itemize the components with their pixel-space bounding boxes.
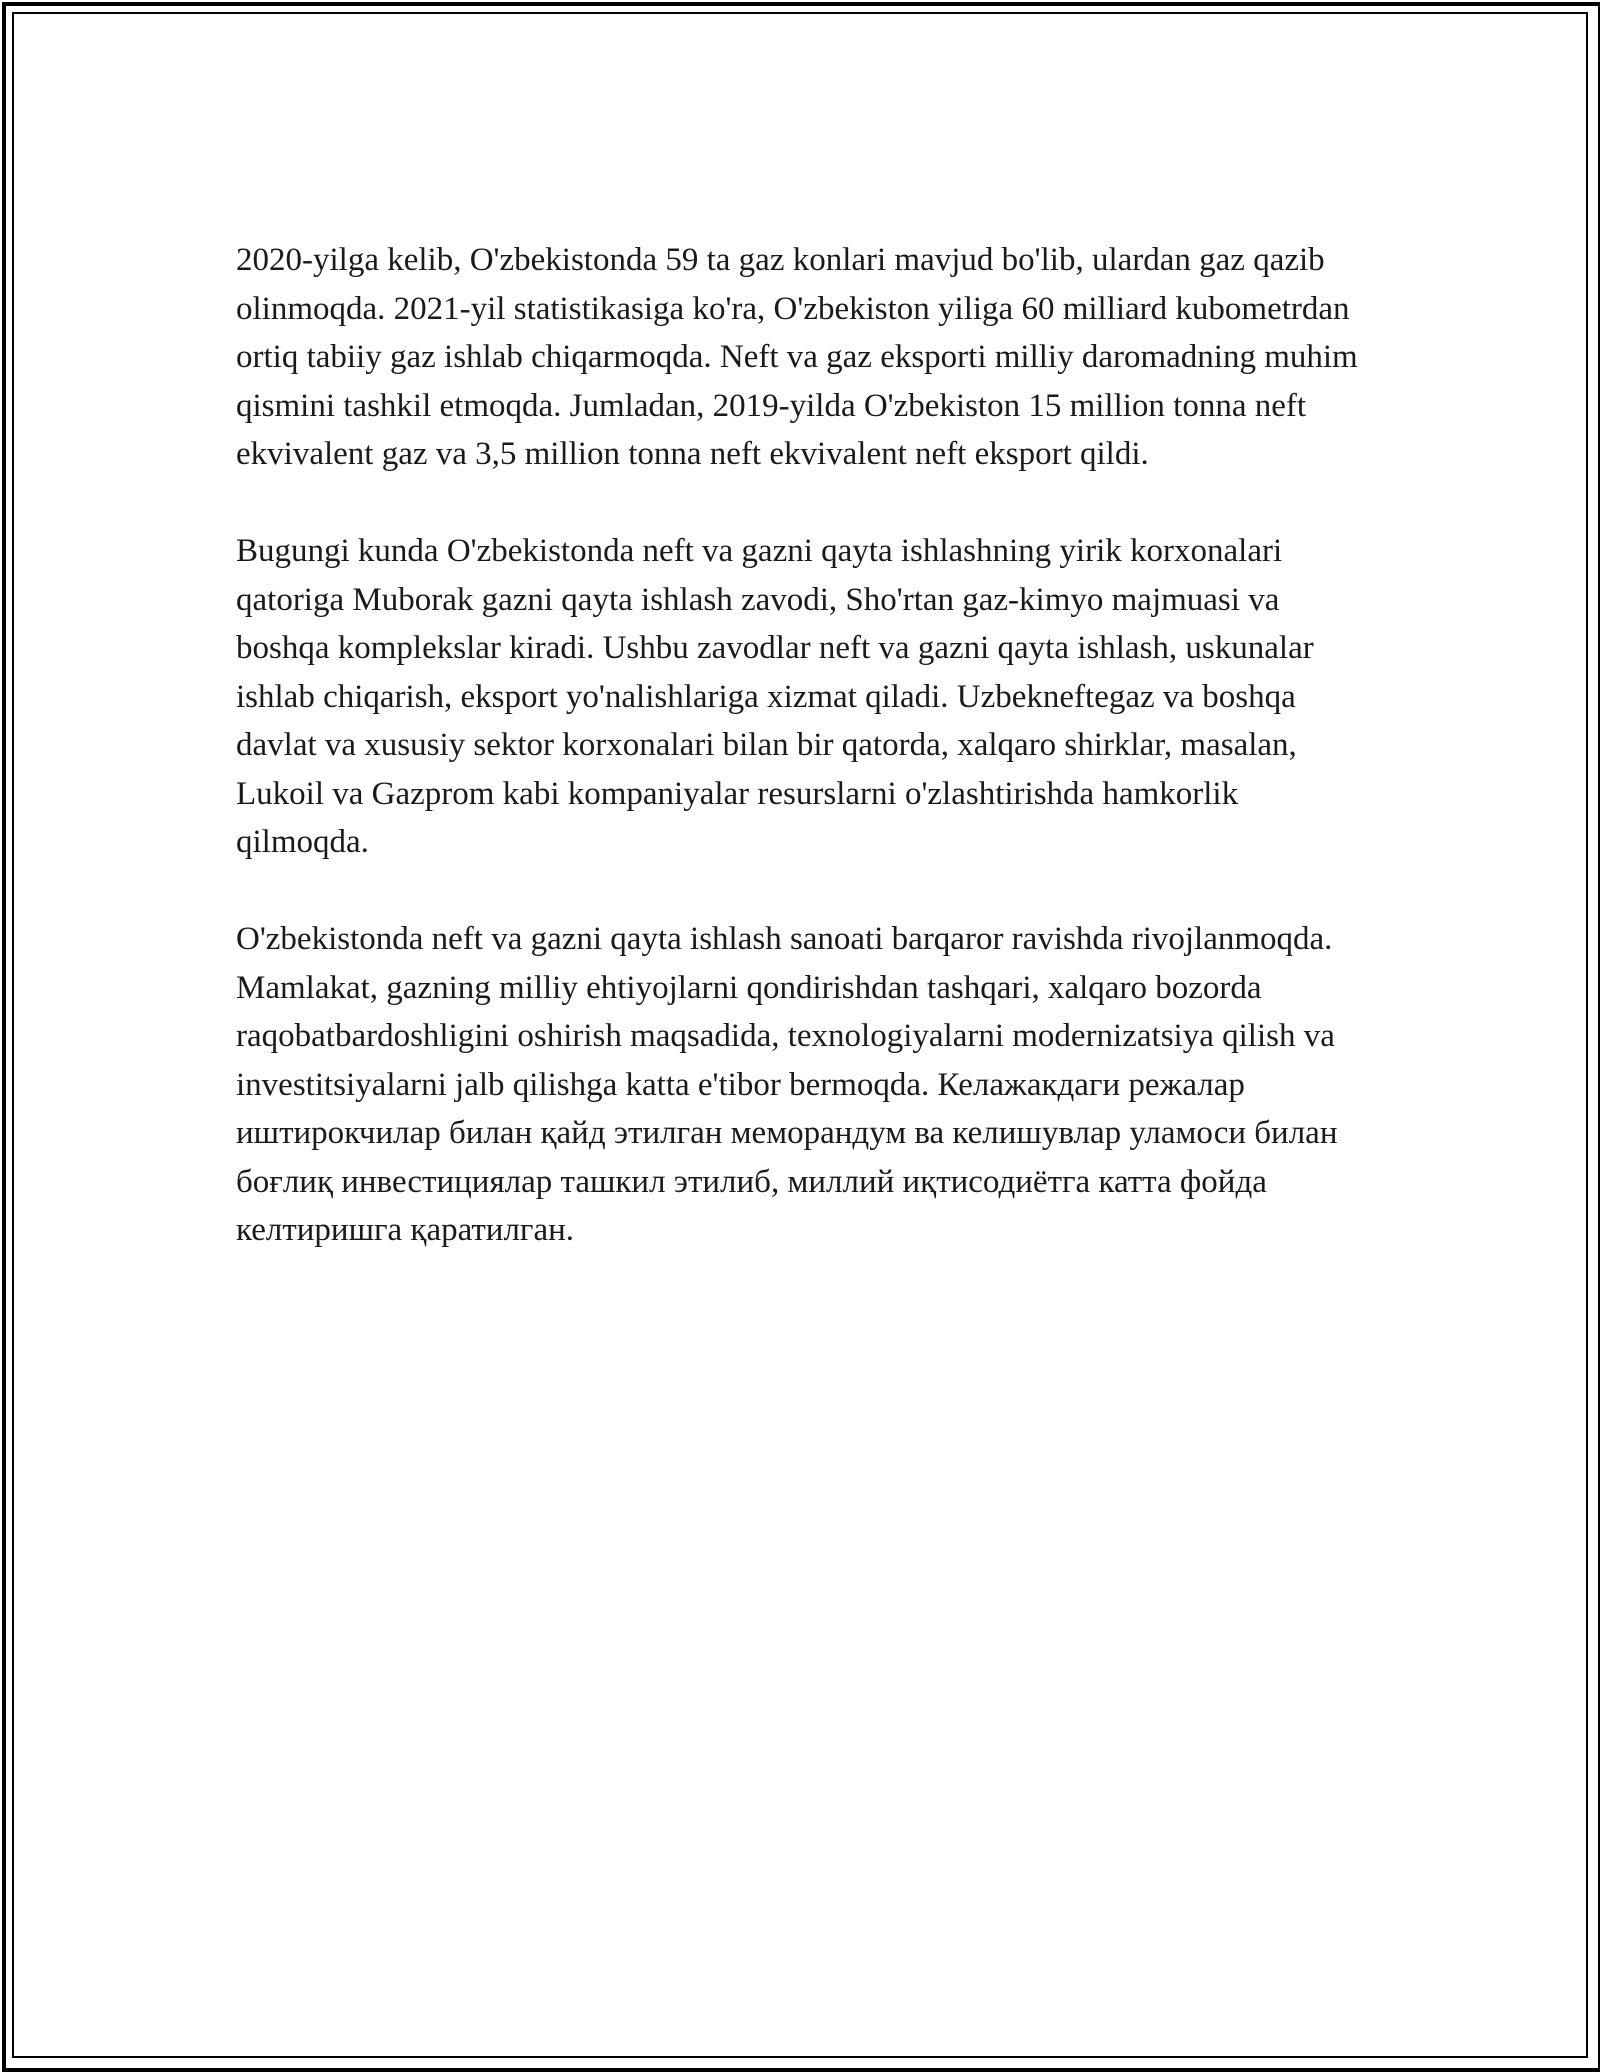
- paragraph-processing-plants: Bugungi kunda O'zbekistonda neft va gazni qayta ishlashning yirik korxonalari qatoriga Muborak gazni qayta ishlash zavodi, Sho'rtan gaz-kimyo majmuasi va boshqa komplekslar kiradi. Ushbu zavodlar neft va gazni qayta ishlash, uskunalar ishlab chiqarish, eksport yo'nalishlariga xizmat qiladi. Uzbekneftegaz va boshqa davlat va xususiy sektor korxonalari bilan bir qatorda, xalqaro shirklar, masalan, Lukoil va Gazprom kabi kompaniyalar resurslarni o'zlashtirishda hamkorlik qilmoqda.: [236, 533, 1314, 860]
- paragraph-gas-fields: 2020-yilga kelib, O'zbekistonda 59 ta gaz konlari mavjud bo'lib, ulardan gaz qazib olinmoqda. 2021-yil statistikasiga ko'ra, O'zbekiston yiliga 60 milliard kubometrdan ortiq tabiiy gaz ishlab chiqarmoqda. Neft va gaz eksporti milliy daromadning muhim qismini tashkil etmoqda. Jumladan, 2019-yilda O'zbekiston 15 million tonna neft ekvivalent gaz va 3,5 million tonna neft ekvivalent neft eksport qildi.: [236, 242, 1358, 472]
- paragraph-industry-development: O'zbekistonda neft va gazni qayta ishlash sanoati barqaror ravishda rivojlanmoqda. Mamlakat, gazning milliy ehtiyojlarni qondirishdan tashqari, xalqaro bozorda raqobatbardoshligini oshirish maqsadida, texnologiyalarni modernizatsiya qilish va investitsiyalarni jalb qilishga katta e'tibor bermoqda. Келажакдаги режалар иштирокчилар билан қайд этилган меморандум ва келишувлар уламоси билан боғлиқ инвестициялар ташкил этилиб, миллий иқтисодиётга катта фойда келтиришга қаратилган.: [236, 921, 1338, 1248]
- document-body: [236, 236, 1376, 1303]
